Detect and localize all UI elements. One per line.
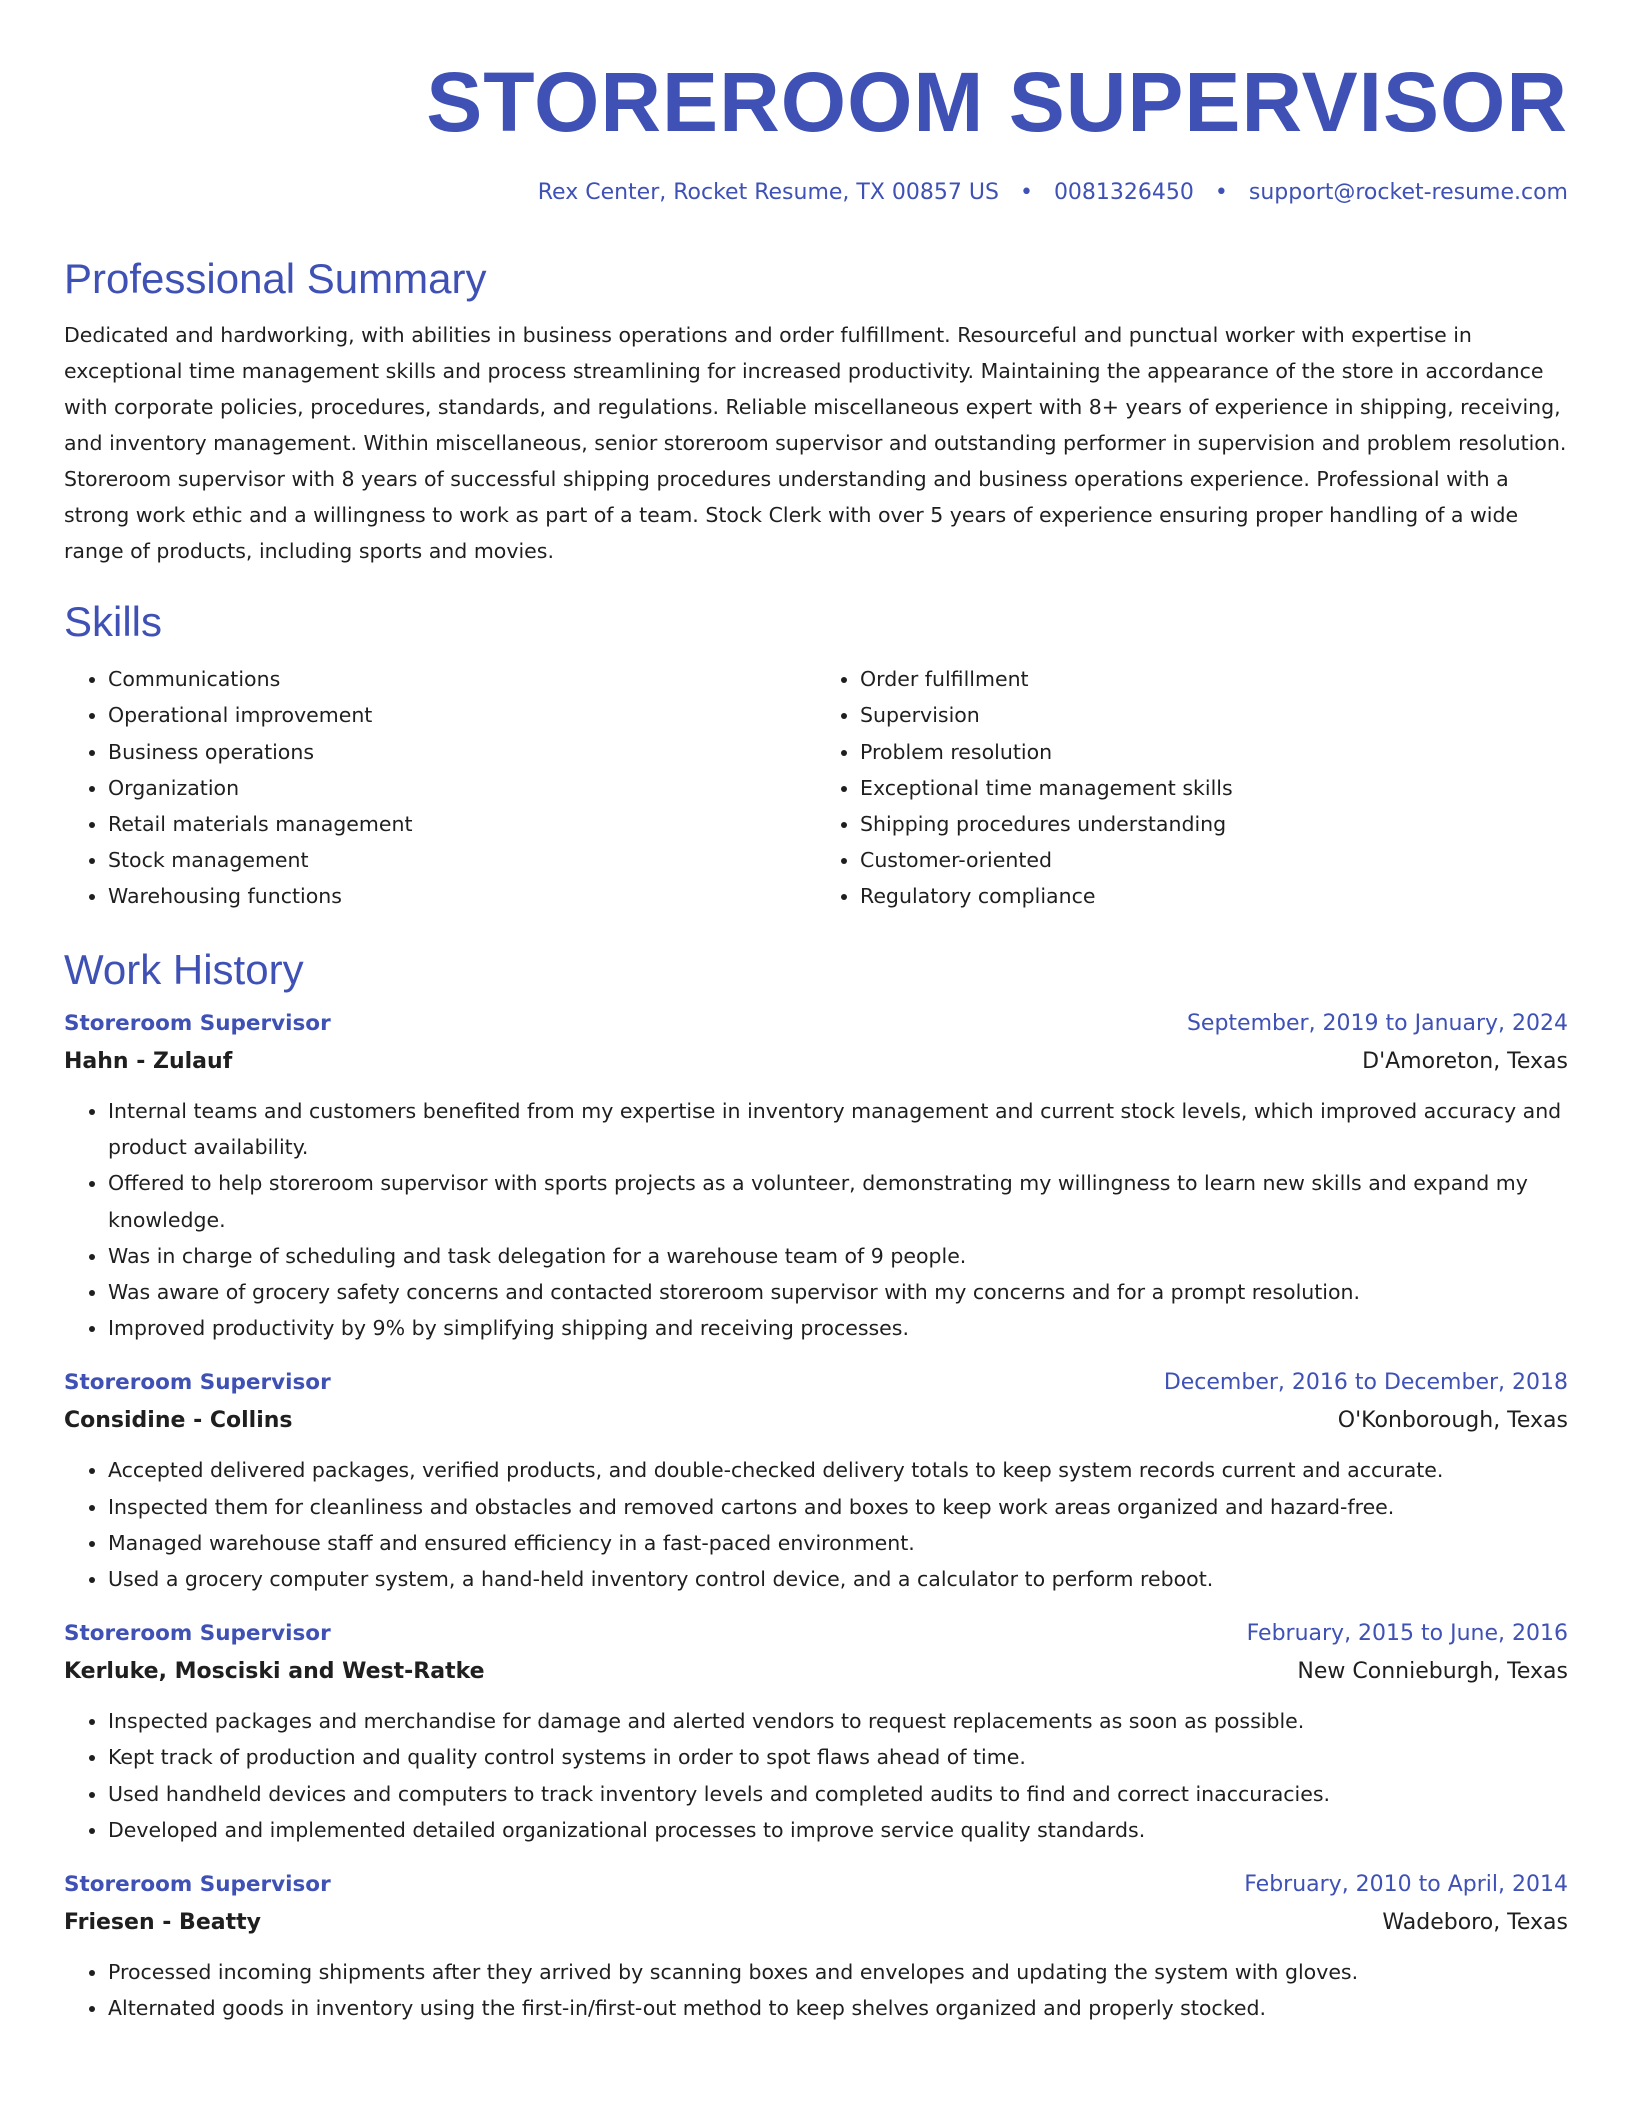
job-bullet: • Used handheld devices and computers to track inventory levels and completed audits to find and correct inaccuracies. — [108, 1776, 1568, 1812]
skill-item: • Stock management — [108, 842, 816, 878]
contact-line — [64, 180, 1568, 206]
job-entry — [64, 1005, 1568, 1346]
job-bullet: • Managed warehouse staff and ensured efficiency in a fast-paced environment. — [108, 1525, 1568, 1561]
job-bullet: • Alternated goods in inventory using the first-in/first-out method to keep shelves organized and properly stocked. — [108, 1990, 1568, 2026]
job-dates: December, 2016 to December, 2018 — [1163, 1370, 1568, 1396]
contact-phone[interactable]: 0081326450 — [1053, 180, 1194, 205]
skill-item: • Order fulfillment — [860, 661, 1568, 697]
summary-text: Dedicated and hardworking, with abilities in business operations and order fulfillment. Resourceful and punctual worker with expertise in exceptional time management skills and process streamlining for increased productivity. Maintaining the appearance of the store in accordance with corporate policies, procedures, standards, and regulations. Reliable miscellaneous expert with 8+ years of experience in shipping, receiving, and inventory management. Within miscellaneous, senior storeroom supervisor and outstanding performer in supervision and problem resolution. Storeroom supervisor with 8 years of successful shipping procedures understanding and business operations experience. Professional with a strong work ethic and a willingness to work as part of a team. Stock Clerk with over 5 years of experience ensuring proper handling of a wide range of products, including sports and movies. — [64, 322, 1567, 563]
job-dates: September, 2019 to January, 2024 — [1186, 1010, 1568, 1036]
job-bullets — [64, 1703, 1568, 1848]
job-company-row — [64, 1043, 1568, 1081]
job-bullet: • Was aware of grocery safety concerns and contacted storeroom supervisor with my concerns and for a prompt resolution. — [108, 1274, 1568, 1310]
skill-item: • Business operations — [108, 734, 816, 770]
contact-separator: • — [1019, 180, 1033, 205]
skill-item: • Retail materials management — [108, 806, 816, 842]
skill-item: • Regulatory compliance — [860, 878, 1568, 914]
job-company-row — [64, 1402, 1568, 1440]
job-entry — [64, 1364, 1568, 1597]
job-bullet: • Was in charge of scheduling and task delegation for a warehouse team of 9 people. — [108, 1238, 1568, 1274]
skills-list-right — [816, 661, 1568, 914]
contact-address: Rex Center, Rocket Resume, TX 00857 US — [537, 180, 999, 205]
job-location: O'Konborough, Texas — [1337, 1408, 1568, 1434]
job-bullets — [64, 1452, 1568, 1597]
job-title: Storeroom Supervisor — [64, 1872, 331, 1898]
job-bullet: • Inspected them for cleanliness and obstacles and removed cartons and boxes to keep work areas organized and hazard-free. — [108, 1489, 1568, 1525]
job-header — [64, 1005, 1568, 1043]
resume-title: STOREROOM SUPERVISOR — [426, 55, 1568, 149]
job-bullets — [64, 1954, 1568, 2026]
job-bullet: • Inspected packages and merchandise for damage and alerted vendors to request replacements as soon as possible. — [108, 1703, 1568, 1739]
skill-item: • Operational improvement — [108, 697, 816, 733]
work-history-heading: Work History — [64, 945, 304, 993]
skills-list-left — [64, 661, 816, 914]
job-dates: February, 2010 to April, 2014 — [1244, 1872, 1568, 1898]
job-header — [64, 1364, 1568, 1402]
job-bullet: • Processed incoming shipments after they arrived by scanning boxes and envelopes and updating the system with gloves. — [108, 1954, 1568, 1990]
skill-item: • Customer-oriented — [860, 842, 1568, 878]
job-bullet: • Accepted delivered packages, verified products, and double-checked delivery totals to keep system records current and accurate. — [108, 1452, 1568, 1488]
job-header — [64, 1866, 1568, 1904]
skills-heading: Skills — [64, 597, 163, 645]
skill-item: • Supervision — [860, 697, 1568, 733]
job-bullet: • Internal teams and customers benefited from my expertise in inventory management and current stock levels, which improved accuracy and product availability. — [108, 1093, 1568, 1165]
job-company-row — [64, 1904, 1568, 1942]
job-company: Hahn - Zulauf — [64, 1048, 233, 1074]
job-title: Storeroom Supervisor — [64, 1370, 331, 1396]
job-entry — [64, 1866, 1568, 2026]
skills-grid — [64, 661, 1568, 914]
job-bullet: • Improved productivity by 9% by simplifying shipping and receiving processes. — [108, 1310, 1568, 1346]
contact-email[interactable]: support@rocket-resume.com — [1248, 180, 1568, 205]
job-company: Friesen - Beatty — [64, 1910, 261, 1936]
skill-item: • Warehousing functions — [108, 878, 816, 914]
job-location: Wadeboro, Texas — [1382, 1910, 1568, 1936]
job-location: D'Amoreton, Texas — [1362, 1048, 1568, 1074]
job-dates: February, 2015 to June, 2016 — [1246, 1621, 1568, 1647]
job-bullet: • Kept track of production and quality control systems in order to spot flaws ahead of time. — [108, 1739, 1568, 1775]
job-location: New Connieburgh, Texas — [1297, 1659, 1568, 1685]
job-bullet: • Offered to help storeroom supervisor with sports projects as a volunteer, demonstrating my willingness to learn new skills and expand my knowledge. — [108, 1165, 1568, 1237]
job-company: Kerluke, Mosciski and West-Ratke — [64, 1659, 485, 1685]
skill-item: • Organization — [108, 770, 816, 806]
job-bullet: • Used a grocery computer system, a hand-held inventory control device, and a calculator to perform reboot. — [108, 1561, 1568, 1597]
skill-item: • Problem resolution — [860, 734, 1568, 770]
skill-item: • Exceptional time management skills — [860, 770, 1568, 806]
job-company-row — [64, 1653, 1568, 1691]
summary-heading: Professional Summary — [64, 255, 487, 303]
job-header — [64, 1615, 1568, 1653]
job-company: Considine - Collins — [64, 1408, 293, 1434]
job-title: Storeroom Supervisor — [64, 1010, 331, 1036]
job-bullet: • Developed and implemented detailed organizational processes to improve service quality standards. — [108, 1812, 1568, 1848]
job-bullets — [64, 1093, 1568, 1346]
job-title: Storeroom Supervisor — [64, 1621, 331, 1647]
skill-item: • Communications — [108, 661, 816, 697]
contact-separator: • — [1214, 180, 1228, 205]
job-entry — [64, 1615, 1568, 1848]
skill-item: • Shipping procedures understanding — [860, 806, 1568, 842]
